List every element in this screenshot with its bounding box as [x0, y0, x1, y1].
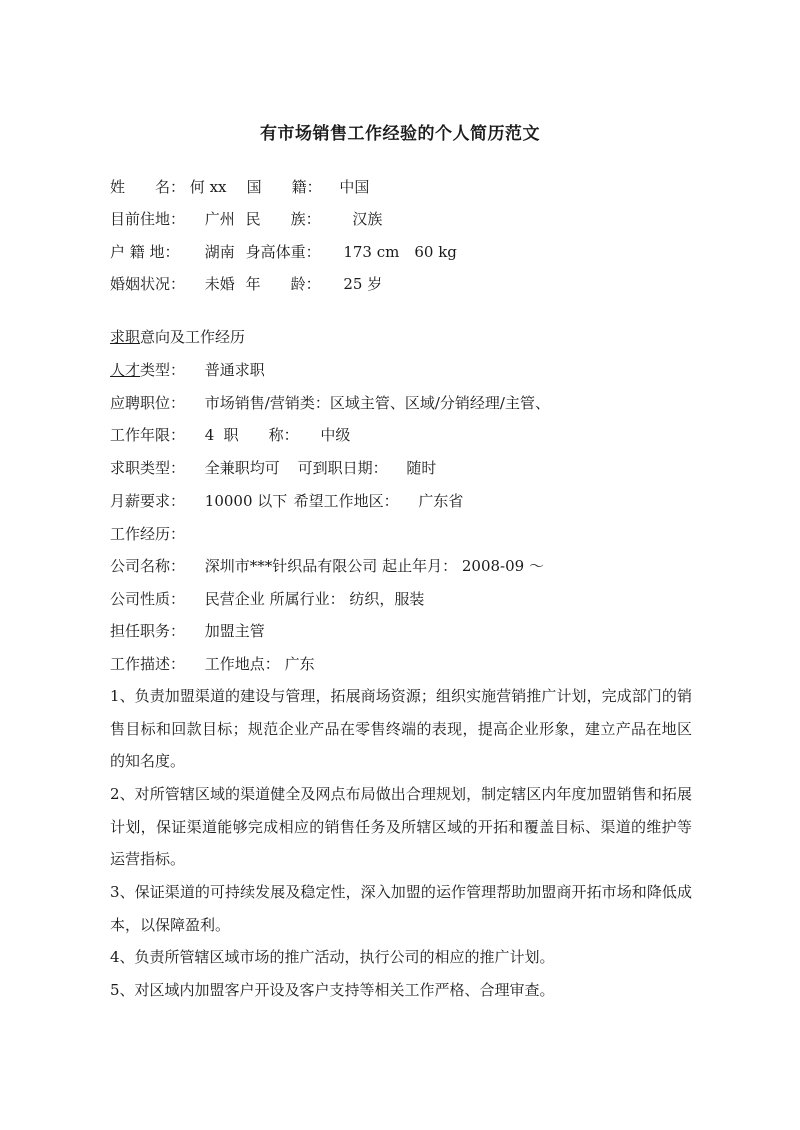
heading-underlined: 求职 [110, 328, 141, 346]
seek-type-row [110, 457, 436, 479]
position-value: 市场销售/营销类：区域主管、区域/分销经理/主管、 [204, 394, 550, 412]
position-label: 应聘职位： [110, 394, 186, 412]
talent-value: 普通求职 [204, 361, 265, 379]
title-label: 职 称： [223, 426, 299, 444]
seek-type-value: 全兼职均可 [204, 459, 280, 477]
hukou-row [110, 241, 457, 263]
ethnicity-value: 汉族 [352, 210, 383, 228]
company-label: 公司名称： [110, 557, 186, 575]
years-value: 4 [204, 426, 215, 444]
position-row [110, 392, 550, 414]
desc-label: 工作描述： [110, 655, 186, 673]
name-label: 姓 名： [110, 178, 186, 196]
talent-label-rest: 类型： [140, 361, 186, 379]
nature-label: 公司性质： [110, 590, 186, 608]
industry-value: 纺织，服装 [349, 590, 425, 608]
title-value: 中级 [320, 426, 351, 444]
company-value: 深圳市***针织品有限公司 [204, 557, 378, 575]
salary-row [110, 490, 463, 512]
nature-value: 民营企业 [204, 590, 265, 608]
duty-4: 4、负责所管辖区域市场的推广活动，执行公司的相应的推广计划。 [110, 948, 555, 966]
start-label: 可到职日期： [297, 459, 388, 477]
desc-row [110, 653, 315, 675]
industry-label: 所属行业： [269, 590, 345, 608]
heading-rest: 意向及工作经历 [140, 328, 246, 346]
duty-5: 5、对区域内加盟客户开设及客户支持等相关工作严格、合理审查。 [110, 981, 555, 999]
location-label: 工作地点： [204, 655, 280, 673]
duty-1: 1、负责加盟渠道的建设与管理，拓展商场资源；组织实施营销推广计划，完成部门的销售目标和回款目标；规范企业产品在零售终端的表现，提高企业形象，建立产品在地区的知名度。 [110, 687, 692, 770]
company-row [110, 555, 544, 577]
nationality-label: 国 籍： [246, 178, 322, 196]
experience-heading: 工作经历： [110, 525, 186, 543]
location-value: 广东 [284, 655, 315, 673]
years-label: 工作年限： [110, 426, 186, 444]
role-value: 加盟主管 [204, 622, 265, 640]
period-label: 起止年月： [382, 557, 458, 575]
residence-value: 广州 [204, 210, 235, 228]
age-label: 年 龄： [245, 275, 321, 293]
hukou-label: 户 籍 地： [110, 243, 180, 261]
nationality-value: 中国 [339, 178, 370, 196]
duty-3: 3、保证渠道的可持续发展及稳定性，深入加盟的运作管理帮助加盟商开拓市场和降低成本，以保障盈利。 [110, 883, 692, 934]
talent-row [110, 359, 265, 381]
role-label: 担任职务： [110, 622, 186, 640]
job-intention-heading [110, 326, 245, 348]
residence-label: 目前住地： [110, 210, 186, 228]
duty-2: 2、对所管辖区域的渠道健全及网点布局做出合理规划，制定辖区内年度加盟销售和拓展计划，保证渠道能够完成相应的销售任务及所辖区域的开拓和覆盖目标、渠道的维护等运营指标。 [110, 785, 692, 868]
salary-label: 月薪要求： [110, 492, 186, 510]
salary-value: 10000 以下 [204, 492, 288, 510]
age-value: 25 岁 [343, 275, 383, 293]
body-label: 身高体重： [245, 243, 321, 261]
area-label: 希望工作地区： [293, 492, 399, 510]
marital-value: 未婚 [204, 275, 235, 293]
name-value: 何 xx [189, 178, 227, 196]
years-row [110, 424, 350, 446]
role-row [110, 620, 265, 642]
seek-type-label: 求职类型： [110, 459, 186, 477]
start-value: 随时 [406, 459, 437, 477]
residence-row [110, 208, 382, 230]
ethnicity-label: 民 族： [245, 210, 321, 228]
talent-label-underlined: 人才 [110, 361, 141, 379]
marital-label: 婚姻状况： [110, 275, 186, 293]
period-value: 2008-09 ～ [461, 557, 544, 575]
document-title: 有市场销售工作经验的个人简历范文 [260, 124, 540, 144]
area-value: 广东省 [418, 492, 464, 510]
nature-row [110, 588, 424, 610]
hukou-value: 湖南 [204, 243, 235, 261]
marital-row [110, 273, 382, 295]
name-row [110, 176, 369, 198]
body-value: 173 cm 60 kg [343, 243, 457, 261]
